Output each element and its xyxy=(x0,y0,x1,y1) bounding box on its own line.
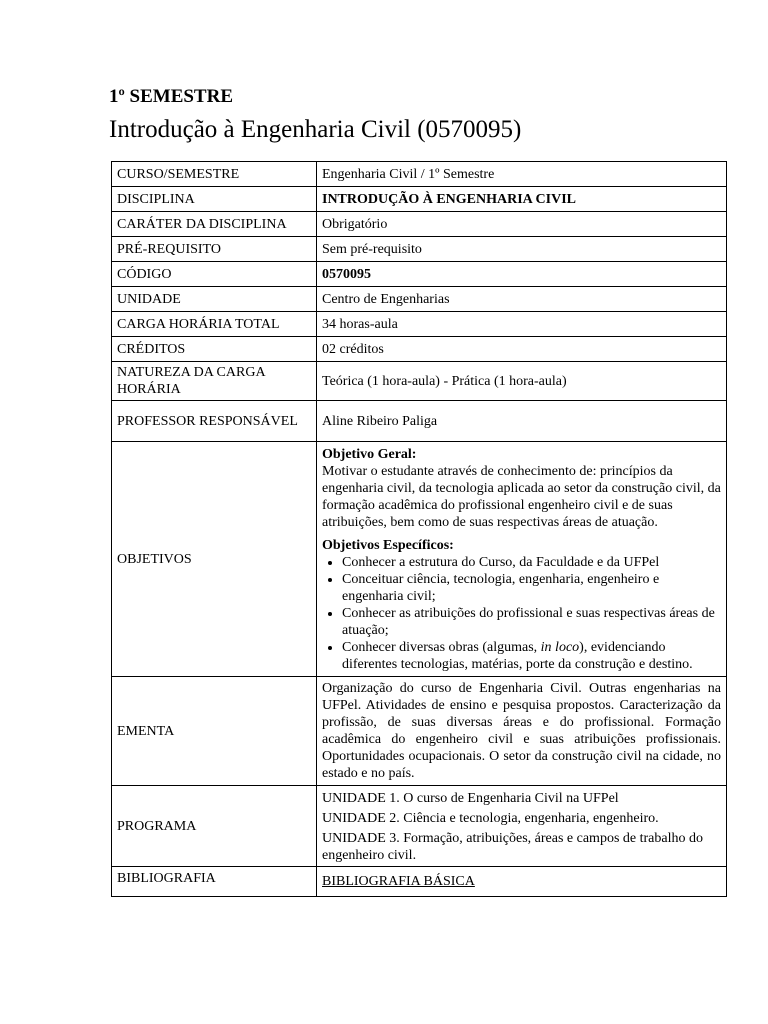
row-value-curso: Engenharia Civil / 1º Semestre xyxy=(317,162,727,187)
bibliografia-basica-heading: BIBLIOGRAFIA BÁSICA xyxy=(322,874,475,889)
table-row xyxy=(112,337,727,362)
row-value-unidade: Centro de Engenharias xyxy=(317,287,727,312)
programa-item: UNIDADE 1. O curso de Engenharia Civil na UFPel xyxy=(322,791,619,806)
list-item: • Conhecer a estrutura do Curso, da Faculdade e da UFPel xyxy=(342,554,721,571)
programa-item: UNIDADE 3. Formação, atribuições, áreas e campos de trabalho do engenheiro civil. xyxy=(322,831,703,863)
list-item-text-pre: Conhecer diversas obras (algumas, xyxy=(342,640,541,655)
row-label-natureza: NATUREZA DA CARGA HORÁRIA xyxy=(112,362,317,401)
table-row xyxy=(112,262,727,287)
table-row xyxy=(112,401,727,442)
row-label-professor: PROFESSOR RESPONSÁVEL xyxy=(112,401,317,442)
row-value-professor: Aline Ribeiro Paliga xyxy=(317,401,727,442)
table-row xyxy=(112,677,727,786)
row-value-programa xyxy=(317,786,727,867)
table-row xyxy=(112,312,727,337)
row-label-carga: CARGA HORÁRIA TOTAL xyxy=(112,312,317,337)
objetivos-especificos-title: Objetivos Específicos: xyxy=(322,538,454,553)
row-label-codigo: CÓDIGO xyxy=(112,262,317,287)
row-value-bibliografia xyxy=(317,867,727,897)
table-row xyxy=(112,237,727,262)
table-row xyxy=(112,287,727,312)
table-row xyxy=(112,867,727,897)
row-value-carater: Obrigatório xyxy=(317,212,727,237)
table-row xyxy=(112,162,727,187)
row-value-prerequisito: Sem pré-requisito xyxy=(317,237,727,262)
row-label-creditos: CRÉDITOS xyxy=(112,337,317,362)
row-value-natureza: Teórica (1 hora-aula) - Prática (1 hora-aula) xyxy=(317,362,727,401)
row-label-ementa: EMENTA xyxy=(112,677,317,786)
row-label-carater: CARÁTER DA DISCIPLINA xyxy=(112,212,317,237)
course-title: Introdução à Engenharia Civil (0570095) xyxy=(109,116,522,143)
table-row xyxy=(112,187,727,212)
row-label-unidade: UNIDADE xyxy=(112,287,317,312)
list-item-italic: in loco xyxy=(540,640,580,655)
table-row xyxy=(112,786,727,867)
row-label-bibliografia: BIBLIOGRAFIA xyxy=(112,867,317,897)
list-item-text-post: ), evidenciando diferentes tecnologias, matérias, porte da construção e destino. xyxy=(342,640,693,672)
row-value-codigo: 0570095 xyxy=(317,262,727,287)
list-item xyxy=(342,639,721,673)
list-item: • Conceituar ciência, tecnologia, engenharia, engenheiro e engenharia civil; xyxy=(342,571,721,605)
row-label-objetivos: OBJETIVOS xyxy=(112,442,317,677)
objetivos-especificos-list xyxy=(322,554,721,673)
programa-item: UNIDADE 2. Ciência e tecnologia, engenharia, engenheiro. xyxy=(322,811,659,826)
list-item: • Conhecer as atribuições do profissional e suas respectivas áreas de atuação; xyxy=(342,605,721,639)
row-label-prerequisito: PRÉ-REQUISITO xyxy=(112,237,317,262)
table-row xyxy=(112,362,727,401)
row-value-ementa: Organização do curso de Engenharia Civil. Outras engenharias na UFPel. Atividades de ensino e pesquisa propostos. Caracterização da profissão, de suas diversas áreas e do profissional. Formação acadêmica do engenheiro civil e suas atribuições profissionais. Oportunidades ocupacionais. O setor da construção civil na cidade, no estado e no país. xyxy=(317,677,727,786)
row-value-objetivos xyxy=(317,442,727,677)
semester-heading: 1º SEMESTRE xyxy=(109,86,234,107)
row-label-curso: CURSO/SEMESTRE xyxy=(112,162,317,187)
row-label-disciplina: DISCIPLINA xyxy=(112,187,317,212)
course-info-table xyxy=(111,161,727,897)
row-value-carga: 34 horas-aula xyxy=(317,312,727,337)
row-value-creditos: 02 créditos xyxy=(317,337,727,362)
row-value-disciplina: INTRODUÇÃO À ENGENHARIA CIVIL xyxy=(317,187,727,212)
table-row xyxy=(112,212,727,237)
objetivo-geral-text: Motivar o estudante através de conhecimento de: princípios da engenharia civil, da tecnologia aplicada ao setor da construção civil, da formação acadêmica do profissional engenheiro civil e de suas atribuições, bem como de suas respectivas áreas de atuação. xyxy=(322,464,721,530)
objetivo-geral-title: Objetivo Geral: xyxy=(322,447,417,462)
table-row xyxy=(112,442,727,677)
row-label-programa: PROGRAMA xyxy=(112,786,317,867)
